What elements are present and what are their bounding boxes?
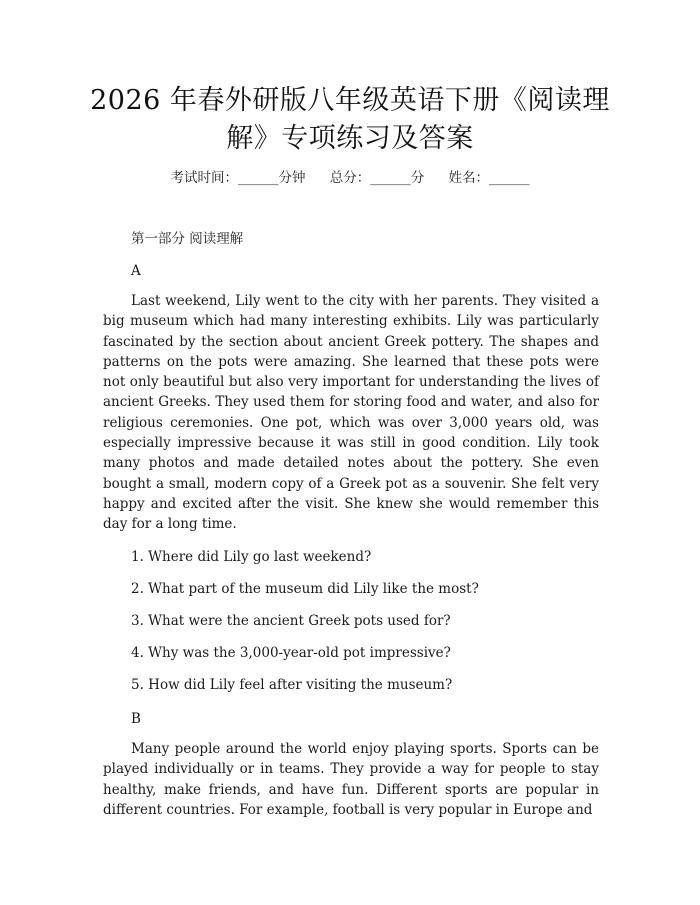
question-item: 3. What were the ancient Greek pots used for? (131, 613, 451, 629)
exam-time-field (170, 170, 305, 186)
part-a-passage: Last weekend, Lily went to the city with her parents. They visited a big museum which had many interesting exhibits. Lily was particularly fascinated by the section about ancient Greek pottery. The shapes and patterns on the pots were amazing. She learned that these pots were not only beautiful but also very important for understanding the lives of ancient Greeks. They used them for storing food and water, and also for religious ceremonies. One pot, which was over 3,000 years old, was especially impressive because it was still in good condition. Lily took many photos and made detailed notes about the pottery. She even bought a small, modern copy of a Greek pot as a souvenir. She felt very happy and excited after the visit. She knew she would remember this day for a long time. (103, 293, 599, 533)
exam-score-blank: ______ (370, 170, 411, 186)
exam-name-label: 姓名： (448, 170, 490, 186)
part-a-label: A (131, 263, 141, 279)
question-item: 5. How did Lily feel after visiting the museum? (131, 677, 453, 693)
part-b-label: B (131, 711, 141, 727)
document-title-line-2: 解》专项练习及答案 (226, 123, 474, 154)
part-a-question-list (131, 547, 479, 707)
question-item: 1. Where did Lily go last weekend? (131, 549, 372, 565)
exam-time-unit: 分钟 (278, 170, 306, 186)
exam-name-blank: ______ (489, 170, 530, 186)
question-item: 2. What part of the museum did Lily like the most? (131, 581, 479, 597)
exam-time-blank: ______ (237, 170, 279, 186)
exam-info-line (0, 168, 700, 188)
exam-name-field (449, 170, 530, 186)
part-b-passage: Many people around the world enjoy playing sports. Sports can be played individually or in teams. They provide a way for people to stay healthy, make friends, and have fun. Different sports are popular in different countries. For example, football is very popular in Europe and (103, 741, 599, 818)
exam-time-label: 考试时间： (170, 170, 238, 186)
exam-score-field (330, 170, 425, 186)
question-item: 4. Why was the 3,000-year-old pot impressive? (131, 645, 451, 661)
exam-score-label: 总分： (329, 170, 371, 186)
exam-score-unit: 分 (410, 170, 425, 186)
section-heading: 第一部分 阅读理解 (131, 231, 244, 247)
document-title-line-1: 2026 年春外研版八年级英语下册《阅读理 (90, 85, 610, 116)
